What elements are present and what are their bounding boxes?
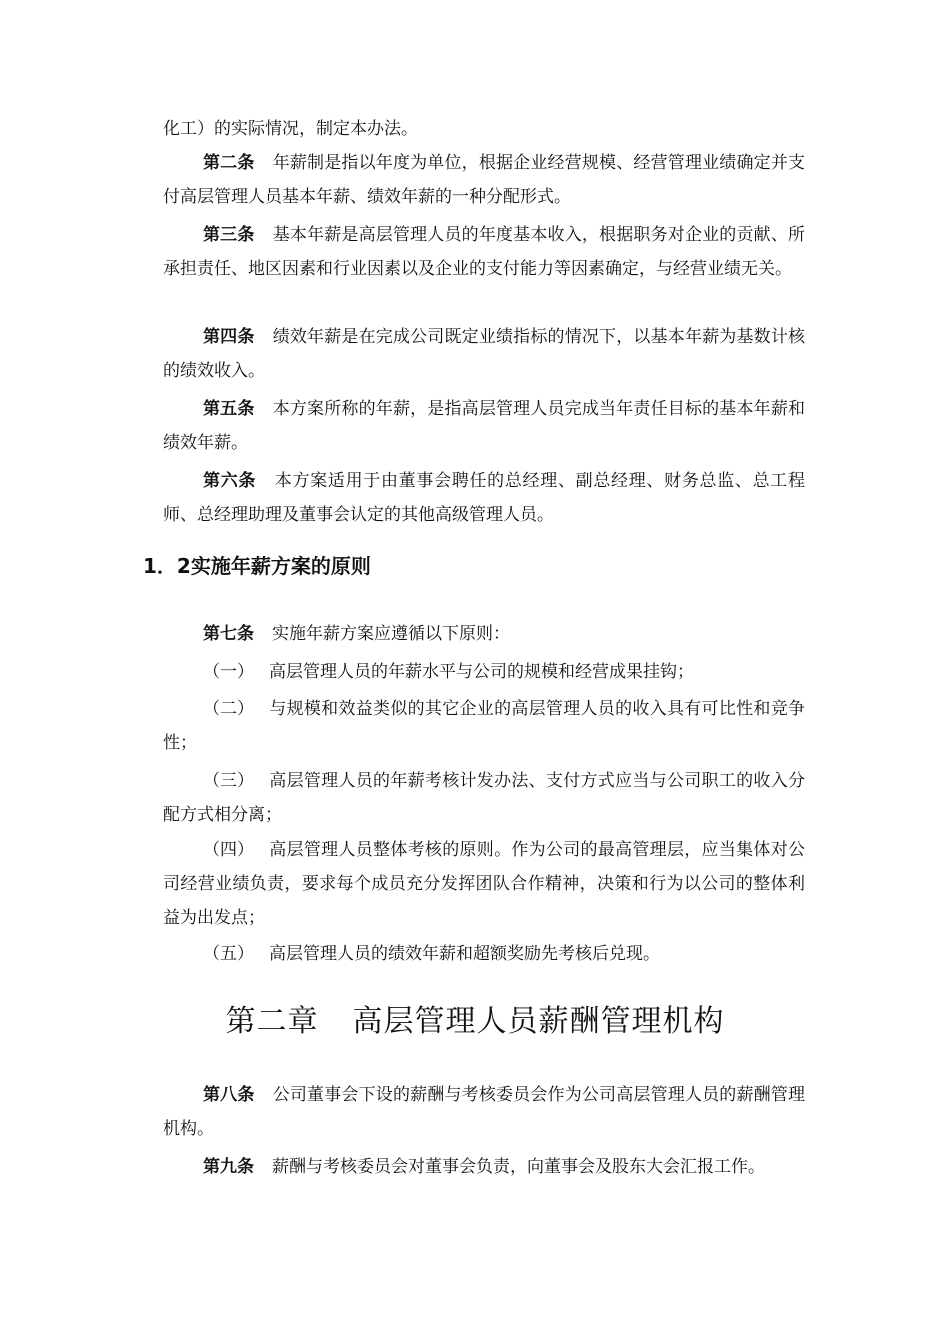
article-4: [163, 320, 805, 388]
principle-text: 高层管理人员的年薪水平与公司的规模和经营成果挂钩；: [269, 662, 694, 682]
intro-tail-paragraph: 化工）的实际情况，制定本办法。: [163, 119, 418, 139]
article-label: 第四条: [203, 327, 255, 347]
article-label: 第八条: [203, 1085, 255, 1105]
article-label: 第二条: [203, 153, 255, 173]
principle-text: 与规模和效益类似的其它企业的高层管理人员的收入具有可比性和竞争性；: [163, 699, 805, 753]
article-text: 实施年薪方案应遵循以下原则：: [272, 624, 510, 644]
article-text: 公司董事会下设的薪酬与考核委员会作为公司高层管理人员的薪酬管理机构。: [163, 1085, 806, 1139]
principle-text: 高层管理人员的绩效年薪和超额奖励先考核后兑现。: [269, 944, 660, 964]
article-8: [163, 1078, 805, 1146]
principle-text: 高层管理人员的年薪考核计发办法、支付方式应当与公司职工的收入分配方式相分离；: [163, 771, 805, 825]
principle-5: [163, 937, 805, 971]
chapter-title: [0, 996, 950, 1040]
article-6: [163, 464, 805, 532]
article-label: 第六条: [203, 471, 257, 491]
article-text: 薪酬与考核委员会对董事会负责，向董事会及股东大会汇报工作。: [272, 1157, 765, 1177]
article-5: [163, 392, 805, 460]
principle-1: [163, 655, 805, 689]
principle-number: （四）: [203, 840, 254, 860]
article-label: 第七条: [203, 624, 254, 644]
article-7: [163, 617, 805, 651]
article-9: [163, 1150, 805, 1184]
chapter-title-text: 高层管理人员薪酬管理机构: [352, 1004, 725, 1039]
article-3: [163, 218, 805, 286]
principle-text: 高层管理人员整体考核的原则。作为公司的最高管理层，应当集体对公司经营业绩负责，要求每个成员充分发挥团队合作精神，决策和行为以公司的整体利益为出发点；: [163, 840, 805, 928]
article-label: 第五条: [203, 399, 255, 419]
principle-4: [163, 833, 805, 935]
principle-3: [163, 764, 805, 832]
article-text: 基本年薪是高层管理人员的年度基本收入，根据职务对企业的贡献、所承担责任、地区因素和行业因素以及企业的支付能力等因素确定，与经营业绩无关。: [163, 225, 806, 279]
article-2: [163, 146, 805, 214]
article-text: 本方案所称的年薪，是指高层管理人员完成当年责任目标的基本年薪和绩效年薪。: [163, 399, 806, 453]
principle-number: （五）: [203, 944, 254, 964]
principle-number: （一）: [203, 662, 254, 682]
article-text: 本方案适用于由董事会聘任的总经理、副总经理、财务总监、总工程师、总经理助理及董事会认定的其他高级管理人员。: [163, 471, 806, 525]
principle-number: （三）: [203, 771, 254, 791]
principle-number: （二）: [203, 699, 254, 719]
principle-2: [163, 692, 805, 760]
article-text: 年薪制是指以年度为单位，根据企业经营规模、经营管理业绩确定并支付高层管理人员基本年薪、绩效年薪的一种分配形式。: [163, 153, 806, 207]
section-heading: 1．2实施年薪方案的原则: [143, 554, 371, 578]
chapter-number: 第二章: [225, 1004, 319, 1039]
article-text: 绩效年薪是在完成公司既定业绩指标的情况下，以基本年薪为基数计核的绩效收入。: [163, 327, 806, 381]
article-label: 第三条: [203, 225, 255, 245]
article-label: 第九条: [203, 1157, 254, 1177]
